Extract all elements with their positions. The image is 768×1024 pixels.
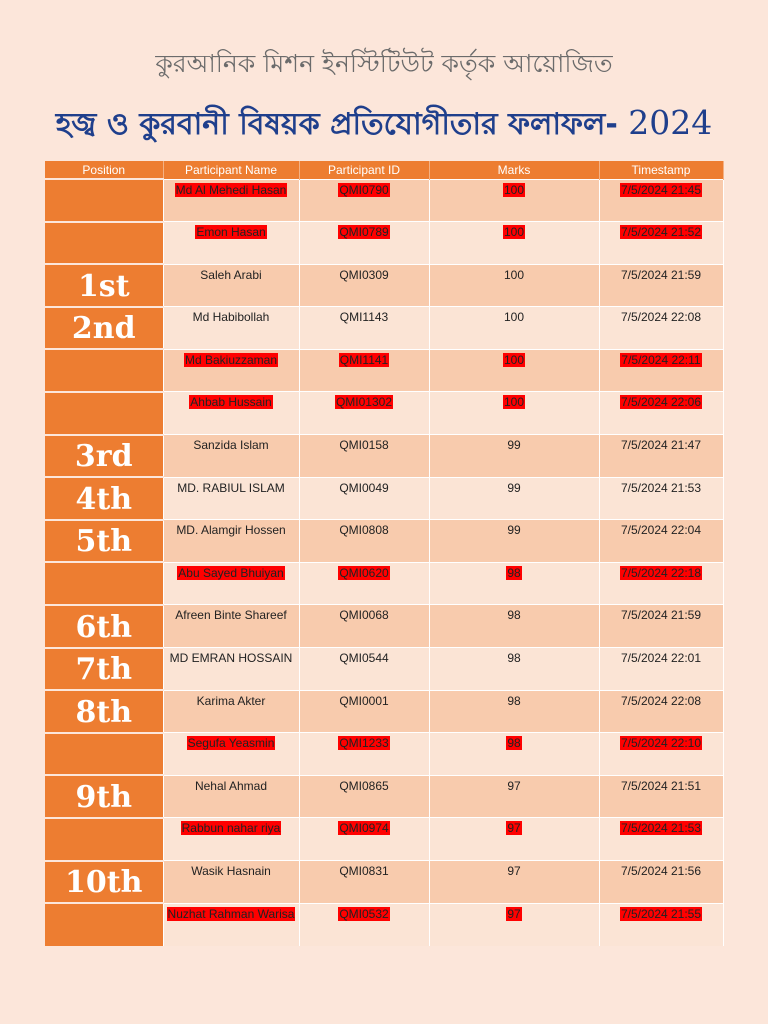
timestamp-text: 7/5/2024 21:56 [620,864,702,878]
participant-name-cell [163,733,299,776]
participant-id-text: QMI0620 [339,565,389,580]
position-cell: 5th [45,520,163,563]
position-cell: 1st [45,264,163,307]
participant-name-text: Md Bakiuzzaman [184,352,278,367]
participant-id-cell [299,520,429,563]
marks-cell [429,818,599,861]
timestamp-cell [599,392,723,435]
participant-name-cell [163,264,299,307]
marks-text: 100 [503,182,525,197]
timestamp-text: 7/5/2024 21:59 [620,267,702,282]
participant-id-text: QMI0808 [339,523,389,538]
marks-cell [429,775,599,818]
marks-text: 100 [503,395,525,410]
marks-cell [429,307,599,350]
timestamp-text: 7/5/2024 22:11 [621,352,701,367]
timestamp-text: 7/5/2024 22:18 [620,565,702,580]
timestamp-text: 7/5/2024 21:53 [620,821,702,836]
participant-id-cell [299,179,429,222]
timestamp-cell [599,648,723,691]
position-cell: 9th [45,775,163,818]
results-table [45,161,724,946]
participant-name-text: Ahbab Hussain [190,395,272,410]
marks-cell [429,690,599,733]
header-participant-name: Participant Name [163,161,299,179]
header-participant-id: Participant ID [299,161,429,179]
timestamp-cell [599,435,723,478]
position-cell [45,179,163,222]
title-text: হজ্ব ও কুরবানী বিষয়ক প্রতিযোগীতার ফলাফল- [55,107,618,142]
participant-name-cell [163,520,299,563]
position-cell [45,349,163,392]
participant-id-cell [299,648,429,691]
marks-cell [429,264,599,307]
participant-name-text: Sanzida Islam [193,438,269,453]
timestamp-text: 7/5/2024 21:59 [620,608,702,623]
participant-id-cell [299,264,429,307]
marks-text: 98 [507,608,521,623]
marks-text: 99 [507,438,521,453]
participant-id-text: QMI0974 [339,821,389,836]
table-row [45,477,723,520]
marks-cell [429,733,599,776]
marks-text: 99 [507,480,521,495]
timestamp-text: 7/5/2024 21:51 [620,778,702,793]
timestamp-text: 7/5/2024 22:06 [620,395,702,410]
marks-cell [429,477,599,520]
participant-id-cell [299,861,429,904]
timestamp-cell [599,861,723,904]
marks-text: 97 [507,906,521,921]
marks-text: 97 [507,821,521,836]
marks-text: 99 [507,523,521,538]
position-cell [45,903,163,946]
position-cell: 4th [45,477,163,520]
participant-name-cell [163,775,299,818]
marks-text: 100 [503,225,525,240]
position-cell [45,733,163,776]
timestamp-text: 7/5/2024 21:52 [620,225,702,240]
table-row [45,435,723,478]
table-row [45,264,723,307]
participant-name-cell [163,307,299,350]
timestamp-text: 7/5/2024 22:01 [620,651,702,666]
participant-name-text: Rabbun nahar riya [181,821,281,836]
timestamp-cell [599,307,723,350]
participant-name-cell [163,861,299,904]
participant-id-text: QMI01302 [335,395,393,410]
position-cell [45,562,163,605]
participant-name-text: Segufa Yeasmin [187,736,275,751]
participant-name-text: MD. RABIUL ISLAM [177,480,285,495]
position-cell [45,392,163,435]
participant-id-text: QMI0789 [339,225,389,240]
timestamp-cell [599,818,723,861]
table-row [45,818,723,861]
position-cell: 7th [45,648,163,691]
table-row [45,349,723,392]
marks-cell [429,903,599,946]
marks-text: 97 [507,864,521,878]
participant-id-text: QMI0309 [339,267,389,282]
marks-text: 97 [507,778,521,793]
participant-id-text: QMI0049 [339,480,389,495]
participant-name-cell [163,435,299,478]
participant-name-text: Karima Akter [196,693,266,708]
participant-id-cell [299,690,429,733]
header-marks: Marks [429,161,599,179]
timestamp-cell [599,179,723,222]
participant-name-cell [163,179,299,222]
timestamp-text: 7/5/2024 21:47 [620,438,702,453]
timestamp-cell [599,605,723,648]
marks-text: 98 [507,565,521,580]
participant-name-text: Nehal Ahmad [194,778,268,793]
timestamp-cell [599,733,723,776]
marks-text: 98 [507,693,521,708]
participant-id-text: QMI0001 [339,693,389,708]
participant-id-text: QMI0532 [339,906,389,921]
participant-name-cell [163,222,299,265]
marks-cell [429,861,599,904]
participant-id-cell [299,222,429,265]
page-title [0,100,768,151]
participant-id-cell [299,349,429,392]
table-row [45,775,723,818]
table-header-row [45,161,723,179]
table-row [45,733,723,776]
participant-id-cell [299,392,429,435]
participant-name-text: Wasik Hasnain [191,864,271,878]
timestamp-text: 7/5/2024 21:55 [620,906,702,921]
marks-text: 100 [503,310,525,325]
marks-cell [429,435,599,478]
participant-name-text: Md Al Mehedi Hasan [175,182,287,197]
participant-name-cell [163,818,299,861]
participant-id-cell [299,818,429,861]
position-cell [45,818,163,861]
participant-name-cell [163,349,299,392]
participant-name-cell [163,392,299,435]
participant-name-cell [163,477,299,520]
position-cell: 8th [45,690,163,733]
marks-cell [429,605,599,648]
participant-id-text: QMI0865 [339,778,389,793]
header-timestamp: Timestamp [599,161,723,179]
timestamp-cell [599,520,723,563]
table-row [45,648,723,691]
participant-name-cell [163,562,299,605]
header-position: Position [45,161,163,179]
participant-name-text: Nuzhat Rahman Warisa [167,906,295,921]
participant-id-cell [299,733,429,776]
participant-name-text: Afreen Binte Shareef [175,608,287,623]
marks-cell [429,520,599,563]
participant-id-text: QMI0544 [339,651,389,666]
participant-id-cell [299,477,429,520]
participant-name-cell [163,690,299,733]
participant-id-cell [299,605,429,648]
participant-name-cell [163,648,299,691]
timestamp-cell [599,562,723,605]
participant-id-cell [299,775,429,818]
marks-cell [429,222,599,265]
participant-name-text: Abu Sayed Bhuiyan [178,565,284,580]
marks-text: 100 [503,352,525,367]
table-row [45,903,723,946]
organizer-subtitle: কুরআনিক মিশন ইনস্টিটিউট কর্তৃক আয়োজিত [155,49,613,78]
participant-name-cell [163,903,299,946]
participant-id-cell [299,435,429,478]
participant-id-text: QMI1141 [339,352,389,367]
timestamp-text: 7/5/2024 22:08 [620,310,702,325]
marks-text: 98 [507,651,521,666]
position-cell: 3rd [45,435,163,478]
participant-id-text: QMI0790 [339,182,389,197]
participant-name-text: Emon Hasan [196,225,266,240]
participant-name-text: Saleh Arabi [200,267,262,282]
timestamp-cell [599,477,723,520]
timestamp-text: 7/5/2024 22:10 [620,736,702,751]
title-year: 2024 [628,103,713,142]
timestamp-text: 7/5/2024 21:45 [620,182,702,197]
marks-cell [429,179,599,222]
timestamp-text: 7/5/2024 21:53 [620,480,702,495]
position-cell: 6th [45,605,163,648]
table-row [45,392,723,435]
participant-name-text: Md Habibollah [192,310,270,325]
participant-id-cell [299,903,429,946]
timestamp-text: 7/5/2024 22:08 [620,693,702,708]
timestamp-cell [599,690,723,733]
position-cell [45,222,163,265]
table-row [45,861,723,904]
timestamp-cell [599,222,723,265]
marks-cell [429,648,599,691]
participant-name-text: MD EMRAN HOSSAIN [169,651,293,666]
table-row [45,222,723,265]
participant-id-text: QMI1233 [339,736,389,751]
timestamp-cell [599,264,723,307]
participant-id-text: QMI0158 [339,438,389,453]
participant-name-cell [163,605,299,648]
timestamp-text: 7/5/2024 22:04 [620,523,702,538]
marks-text: 100 [503,267,525,282]
table-row [45,307,723,350]
marks-cell [429,562,599,605]
marks-cell [429,349,599,392]
timestamp-cell [599,775,723,818]
position-cell: 2nd [45,307,163,350]
participant-id-cell [299,562,429,605]
participant-id-text: QMI0068 [339,608,389,623]
timestamp-cell [599,349,723,392]
marks-text: 98 [507,736,521,751]
position-cell: 10th [45,861,163,904]
participant-name-text: MD. Alamgir Hossen [176,523,286,538]
participant-id-cell [299,307,429,350]
table-row [45,562,723,605]
table-row [45,690,723,733]
timestamp-cell [599,903,723,946]
marks-cell [429,392,599,435]
table-row [45,520,723,563]
table-row [45,605,723,648]
table-row [45,179,723,222]
participant-id-text: QMI1143 [339,310,389,325]
participant-id-text: QMI0831 [339,864,389,878]
